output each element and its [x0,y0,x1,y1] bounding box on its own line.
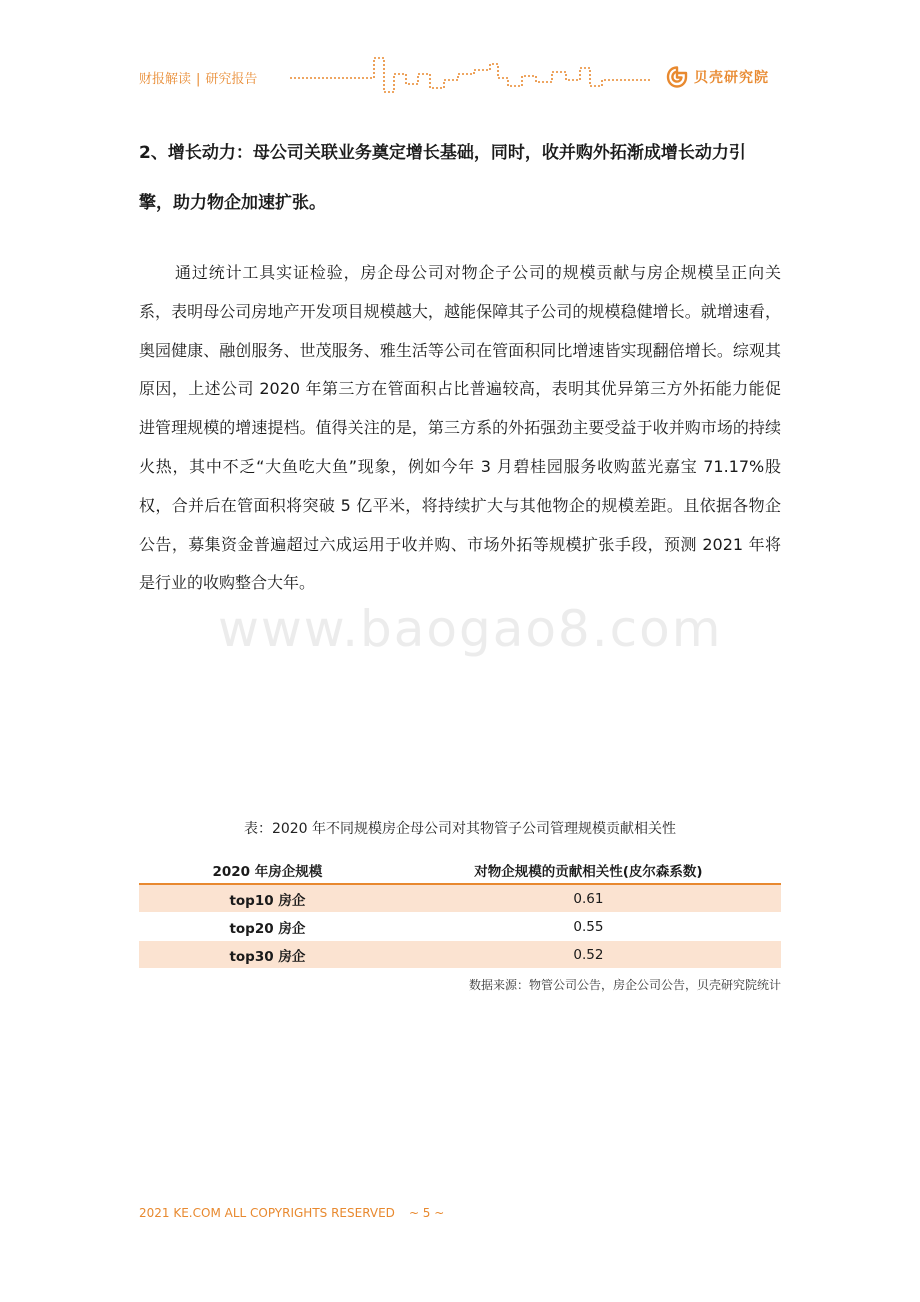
skyline-decoration-icon [290,50,660,98]
page-number: ~ 5 ~ [408,1206,445,1220]
table-row [139,941,781,969]
table-cell-value: 0.61 [396,884,781,913]
table-cell-scale: top10 房企 [139,884,396,913]
header-separator: | [196,72,201,87]
brand-mark-icon [666,66,688,88]
page-header [0,0,920,110]
body-paragraph: 通过统计工具实证检验，房企母公司对物企子公司的规模贡献与房企规模呈正向关系，表明母公司房地产开发项目规模越大，越能保障其子公司的规模稳健增长。就增速看，奥园健康、融创服务、世茂服务、雅生活等公司在管面积同比增速皆实现翻倍增长。综观其原因，上述公司 2020 年第三方在管面积占比普遍较高，表明其优异第三方外拓能力能促进管理规模的增速提档。值得关注的是，第三方系的外拓强劲主要受益于收并购市场的持续火热，其中不乏“大鱼吃大鱼”现象，例如今年 3 月碧桂园服务收购蓝光嘉宝 71.17%股权，合并后在管面积将突破 5 亿平米，将持续扩大与其他物企的规模差距。且依据各物企公告，募集资金普遍超过六成运用于收并购、市场外拓等规模扩张手段，预测 2021 年将是行业的收购整合大年。 [139,263,781,593]
table-header-correlation: 对物企规模的贡献相关性(皮尔森系数) [396,856,781,884]
table-cell-scale: top30 房企 [139,941,396,969]
table-cell-scale: top20 房企 [139,913,396,941]
copyright-text: 2021 KE.COM ALL COPYRIGHTS RESERVED [139,1206,395,1220]
brand-name: 贝壳研究院 [694,70,769,86]
data-source-note: 数据来源：物管公司公告，房企公司公告，贝壳研究院统计 [468,978,781,992]
table-cell-value: 0.55 [396,913,781,941]
table-header-row [139,856,781,884]
table-row [139,884,781,913]
header-report-label: 研究报告 [205,72,258,87]
section-heading: 2、增长动力：母公司关联业务奠定增长基础，同时，收并购外拓渐成增长动力引擎，助力物企加速扩张。 [139,143,746,213]
table-cell-value: 0.52 [396,941,781,969]
page-footer [139,1206,444,1220]
table-title: 表：2020 年不同规模房企母公司对其物管子公司管理规模贡献相关性 [243,821,677,837]
table-row [139,913,781,941]
brand-logo [666,66,769,88]
table-header-scale: 2020 年房企规模 [139,856,396,884]
correlation-table [139,856,781,969]
watermark: www.baogao8.com [218,600,723,658]
header-section-label: 财报解读 [139,72,192,87]
header-label [139,68,257,87]
